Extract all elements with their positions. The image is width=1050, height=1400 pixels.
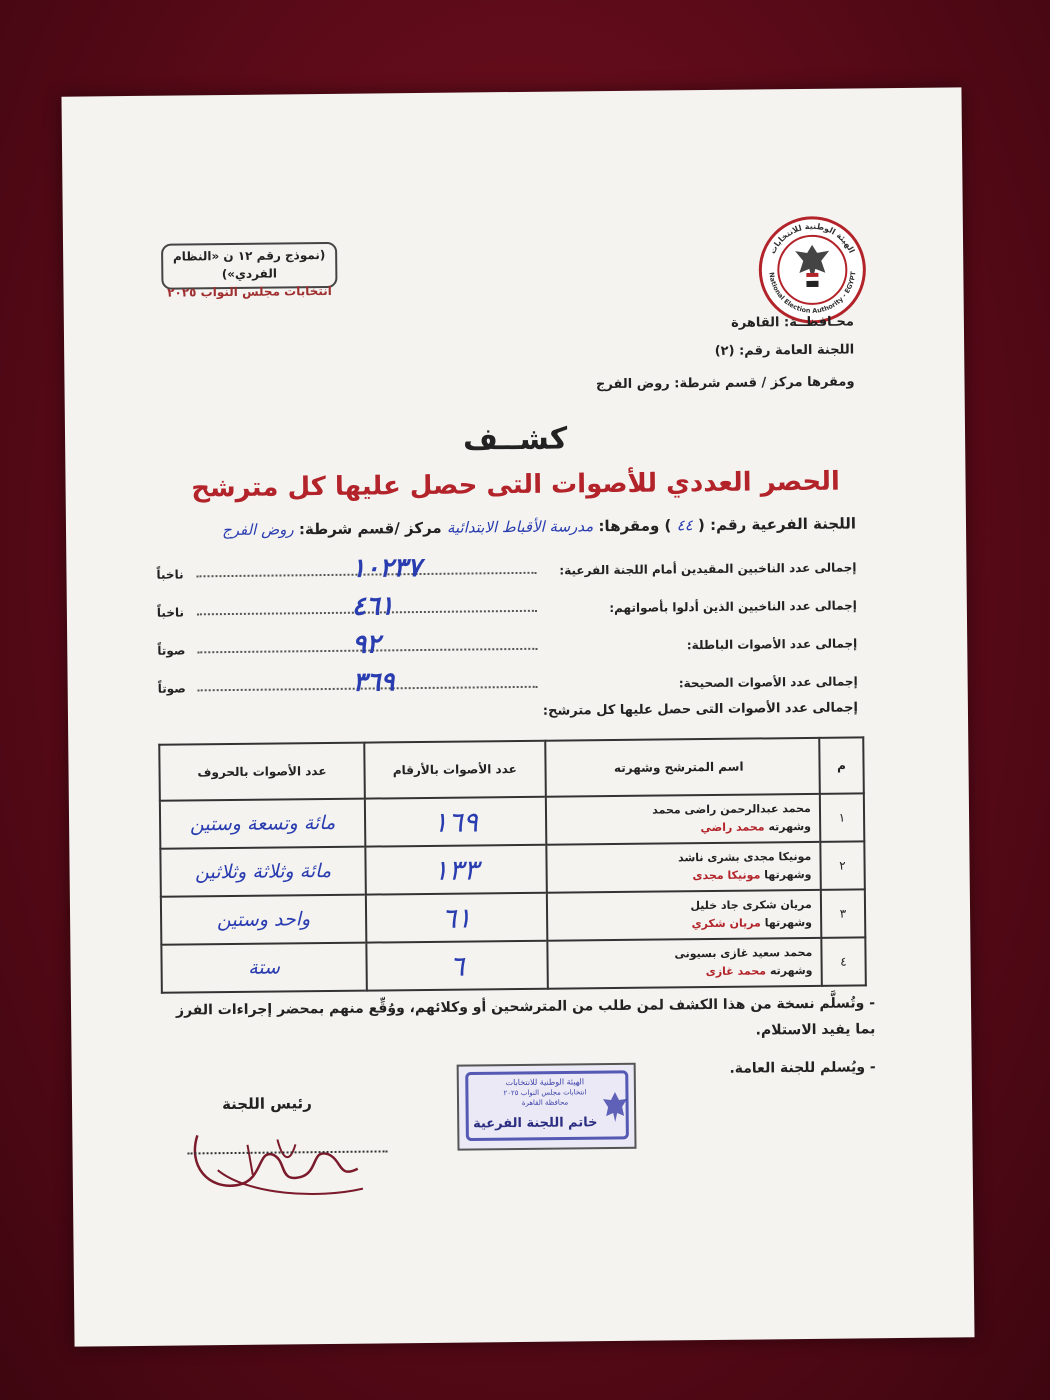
stat-label: إجمالى عدد الأصوات الباطلة: xyxy=(686,636,858,653)
stat-invalid-votes xyxy=(157,630,857,663)
note-general-committee: - ويُسلم للجنة العامة. xyxy=(729,1059,876,1077)
stat-registered-voters xyxy=(156,554,856,587)
stamp-main-text: خاتم اللجنة الفرعية xyxy=(472,1115,598,1132)
stamp-line-1: الهيئة الوطنية للانتخابات xyxy=(505,1077,585,1088)
stat-label: إجمالى عدد الأصوات الصحيحة: xyxy=(678,674,858,691)
votes-digits: ٦١ xyxy=(366,893,547,943)
stat-valid-votes xyxy=(158,668,858,701)
note-copy-delivery: - وتُسلَّم نسخة من هذا الكشف لمن طلب من المترشحين أو وكلائهم، ووُقِّع منهم بمحضر إجراءات الفرز بما يفيد الاستلام. xyxy=(175,995,876,1039)
police-station: روض الفرج xyxy=(221,520,294,540)
candidate-alias: مونيكا مجدى xyxy=(692,868,761,883)
alias-prefix: وشهرتها xyxy=(764,867,812,882)
candidates-table xyxy=(158,736,867,993)
candidate-votes-heading: إجمالى عدد الأصوات التى حصل عليها كل مترشح: xyxy=(542,700,859,719)
general-committee-line: اللجنة العامة رقم: (٢) xyxy=(714,342,855,359)
row-number: ٤ xyxy=(821,937,866,985)
alias-prefix: وشهرته xyxy=(768,819,812,834)
stat-voters-cast xyxy=(157,592,857,625)
table-row xyxy=(161,937,865,992)
votes-words: واحد وستين xyxy=(161,895,366,945)
stat-unit: ناخباً xyxy=(156,605,185,620)
header-votes-digits: عدد الأصوات بالأرقام xyxy=(364,741,545,799)
stat-label: إجمالى عدد الناخبين المقيدين أمام اللجنة الفرعية: xyxy=(559,560,857,578)
alias-prefix: وشهرتها xyxy=(764,915,813,930)
subcommittee-line xyxy=(222,514,856,539)
form-number-box xyxy=(161,242,337,300)
candidate-name: محمد عبدالرحمن راضى محمد xyxy=(652,801,811,817)
election-authority-logo xyxy=(757,214,868,325)
form-number-text: (نموذج رقم ١٢ ن «النظام الفردي») xyxy=(172,247,326,282)
votes-words: مائة وتسعة وستين xyxy=(160,799,365,849)
subcommittee-prefix: اللجنة الفرعية رقم: ( xyxy=(697,514,857,535)
votes-digits: ١٦٩ xyxy=(365,797,546,847)
stamp-eagle-icon xyxy=(603,1092,627,1122)
candidate-name: محمد سعيد غازى بسيونى xyxy=(674,945,813,961)
row-number: ٢ xyxy=(820,841,865,889)
stat-value: ٩٢ xyxy=(352,629,381,660)
table-row xyxy=(161,889,865,944)
row-number: ٣ xyxy=(821,889,866,937)
stat-unit: صوتاً xyxy=(157,643,186,658)
stat-value: ٣٦٩ xyxy=(352,667,395,698)
stat-value: ٤٦١ xyxy=(351,591,394,622)
stat-label: إجمالى عدد الناخبين الذين أدلوا بأصواتهم: xyxy=(609,598,857,616)
candidate-alias: محمد راضي xyxy=(700,820,765,835)
candidate-cell xyxy=(547,938,822,989)
header-number: م xyxy=(819,737,864,793)
table-row xyxy=(160,793,864,848)
candidate-cell xyxy=(546,890,821,941)
page-subtitle: الحصر العددي للأصوات التى حصل عليها كل مترشح xyxy=(191,466,841,504)
candidate-alias: مريان شكري xyxy=(691,916,761,931)
subcommittee-stamp-box xyxy=(457,1063,637,1151)
header-name: اسم المترشح وشهرته xyxy=(545,738,820,797)
candidate-alias: محمد غازى xyxy=(705,964,767,979)
votes-digits: ١٣٣ xyxy=(365,845,546,895)
candidate-cell xyxy=(545,794,820,845)
election-name-text: انتخابات مجلس النواب ٢٠٢٥ xyxy=(167,283,332,300)
stat-value: ١٠٢٣٧ xyxy=(351,553,422,584)
subcommittee-number: ٤٤ xyxy=(676,516,693,535)
candidate-name: مونيكا مجدى بشرى ناشد xyxy=(678,849,812,865)
stat-unit: صوتاً xyxy=(157,681,186,696)
candidate-cell xyxy=(546,842,821,893)
subcommittee-stamp xyxy=(465,1069,666,1141)
table-header-row xyxy=(159,737,864,800)
committee-chair-label: رئيس اللجنة xyxy=(221,1094,312,1114)
governorate-line: محـافظــة: القاهرة xyxy=(731,314,854,331)
document-sheet xyxy=(61,87,974,1346)
header-votes-words: عدد الأصوات بالحروف xyxy=(159,743,364,801)
headquarters-line: ومقرها مركز / قسم شرطة: روض الفرج xyxy=(595,374,855,393)
stamp-line-3: محافظة القاهرة xyxy=(521,1098,569,1107)
stat-unit: ناخباً xyxy=(156,567,184,582)
logo-arabic-text: الهيئة الوطنية للانتخابات xyxy=(768,221,857,256)
subcommittee-mid: ) ومقرها: xyxy=(598,516,672,536)
chair-signature xyxy=(177,1113,378,1205)
votes-digits: ٦ xyxy=(366,941,547,991)
candidate-name: مريان شكرى جاد خليل xyxy=(690,897,812,913)
alias-prefix: وشهرته xyxy=(769,963,813,978)
table-row xyxy=(160,841,864,896)
page-title: كشــف xyxy=(462,421,568,458)
subcommittee-location: مدرسة الأقباط الابتدائية xyxy=(446,517,594,537)
police-prefix: مركز /قسم شرطة: xyxy=(298,518,442,539)
row-number: ١ xyxy=(820,793,865,841)
logo-english-text: National Election Authority - EGYPT xyxy=(767,271,858,315)
votes-words: ستة xyxy=(161,943,366,993)
stamp-line-2: انتخابات مجلس النواب ٢٠٢٥ xyxy=(503,1088,587,1098)
votes-words: مائة وثلاثة وثلاثين xyxy=(160,847,365,897)
